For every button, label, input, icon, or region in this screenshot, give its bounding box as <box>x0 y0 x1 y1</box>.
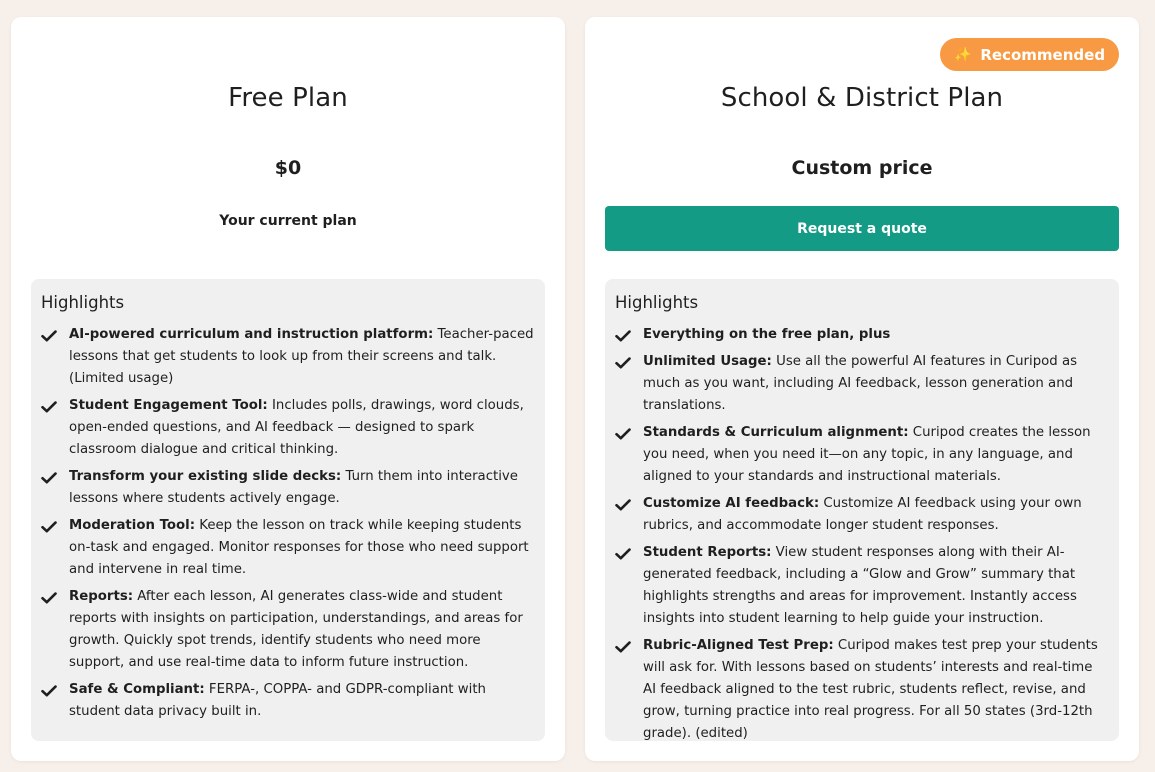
checkmark-icon <box>41 395 69 461</box>
checkmark-icon <box>615 542 643 630</box>
highlight-text <box>643 542 1109 630</box>
checkmark-icon <box>41 515 69 581</box>
highlight-heading: Student Engagement Tool: <box>69 398 268 413</box>
highlights-panel <box>605 279 1119 741</box>
current-plan-label: Your current plan <box>219 213 357 229</box>
highlight-description: Includes polls, drawings, word clouds, open-ended questions, and AI feedback — designed to spark classroom dialogue and critical thinking. <box>69 398 524 457</box>
highlight-description: Keep the lesson on track while keeping students on-task and engaged. Monitor responses for those who need support and intervene in real time. <box>69 518 529 577</box>
highlight-item <box>615 542 1109 630</box>
recommended-badge <box>940 38 1119 71</box>
highlight-heading: Standards & Curriculum alignment: <box>643 425 909 440</box>
highlight-item <box>615 635 1109 745</box>
highlight-text <box>643 635 1109 745</box>
free-plan-card <box>11 17 565 761</box>
highlight-text <box>69 586 535 674</box>
highlight-text <box>69 466 535 510</box>
highlight-description: FERPA-, COPPA- and GDPR-compliant with student data privacy built in. <box>69 682 486 719</box>
recommended-badge-label: Recommended <box>980 45 1106 64</box>
plan-title: School & District Plan <box>720 83 1004 113</box>
highlight-description: Use all the powerful AI features in Curipod as much as you want, including AI feedback, lesson generation and translations. <box>643 354 1078 413</box>
highlight-heading: Safe & Compliant: <box>69 682 205 697</box>
highlight-text <box>69 395 535 461</box>
highlight-heading: Unlimited Usage: <box>643 354 772 369</box>
highlight-heading: Transform your existing slide decks: <box>69 469 342 484</box>
highlight-item <box>41 586 535 674</box>
checkmark-icon <box>615 635 643 745</box>
highlight-heading: Reports: <box>69 589 134 604</box>
highlight-heading: Customize AI feedback: <box>643 496 820 511</box>
highlight-text <box>69 515 535 581</box>
highlight-item <box>41 679 535 723</box>
highlight-description: Turn them into interactive lessons where students actively engage. <box>69 469 518 506</box>
sparkles-icon: ✨ <box>953 46 972 63</box>
checkmark-icon <box>41 324 69 390</box>
highlights-title: Highlights <box>41 293 125 312</box>
highlight-text <box>643 422 1109 488</box>
checkmark-icon <box>615 324 643 346</box>
checkmark-icon <box>41 466 69 510</box>
highlight-item <box>615 422 1109 488</box>
checkmark-icon <box>615 493 643 537</box>
highlight-text <box>643 493 1109 537</box>
checkmark-icon <box>615 351 643 417</box>
plan-price: $0 <box>274 157 302 179</box>
plan-title: Free Plan <box>228 83 348 113</box>
highlight-heading: Moderation Tool: <box>69 518 196 533</box>
highlight-description: Teacher-paced lessons that get students to look up from their screens and talk. (Limited usage) <box>69 327 534 386</box>
checkmark-icon <box>41 679 69 723</box>
highlight-item <box>41 395 535 461</box>
highlight-description: After each lesson, AI generates class-wide and student reports with insights on participation, understandings, and areas for growth. Quickly spot trends, identify students who need more support, and use real-time data to inform future instruction. <box>69 589 523 670</box>
highlights-list <box>41 324 535 723</box>
highlight-item <box>615 493 1109 537</box>
request-quote-button[interactable]: Request a quote <box>605 206 1119 251</box>
highlight-item <box>615 324 1109 346</box>
checkmark-icon <box>41 586 69 674</box>
checkmark-icon <box>615 422 643 488</box>
school-district-plan-card <box>585 17 1139 761</box>
highlight-description: View student responses along with their AI-generated feedback, including a “Glow and Grow” summary that highlights strengths and areas for improvement. Instantly access insights into student learning to help guide your instruction. <box>643 545 1077 626</box>
highlight-heading: Everything on the free plan, plus <box>643 327 891 342</box>
highlight-description: Curipod makes test prep your students will ask for. With lessons based on students’ interests and real-time AI feedback aligned to the test rubric, students reflect, revise, and grow, turning practice into real progress. For all 50 states (3rd-12th grade). (edited) <box>643 638 1098 741</box>
highlight-item <box>615 351 1109 417</box>
highlight-heading: AI-powered curriculum and instruction platform: <box>69 327 434 342</box>
highlight-description: Curipod creates the lesson you need, when you need it—on any topic, in any language, and aligned to your standards and instructional materials. <box>643 425 1091 484</box>
highlights-title: Highlights <box>615 293 699 312</box>
highlight-item <box>41 324 535 390</box>
highlight-text <box>643 351 1109 417</box>
highlights-list <box>615 324 1109 745</box>
highlights-panel <box>31 279 545 741</box>
highlight-heading: Rubric-Aligned Test Prep: <box>643 638 834 653</box>
highlight-text <box>69 679 535 723</box>
plan-price: Custom price <box>791 157 933 179</box>
highlight-description: Customize AI feedback using your own rubrics, and accommodate longer student responses. <box>643 496 1082 533</box>
highlight-heading: Student Reports: <box>643 545 772 560</box>
highlight-item <box>41 515 535 581</box>
highlight-item <box>41 466 535 510</box>
highlight-text <box>643 324 1109 346</box>
highlight-text <box>69 324 535 390</box>
